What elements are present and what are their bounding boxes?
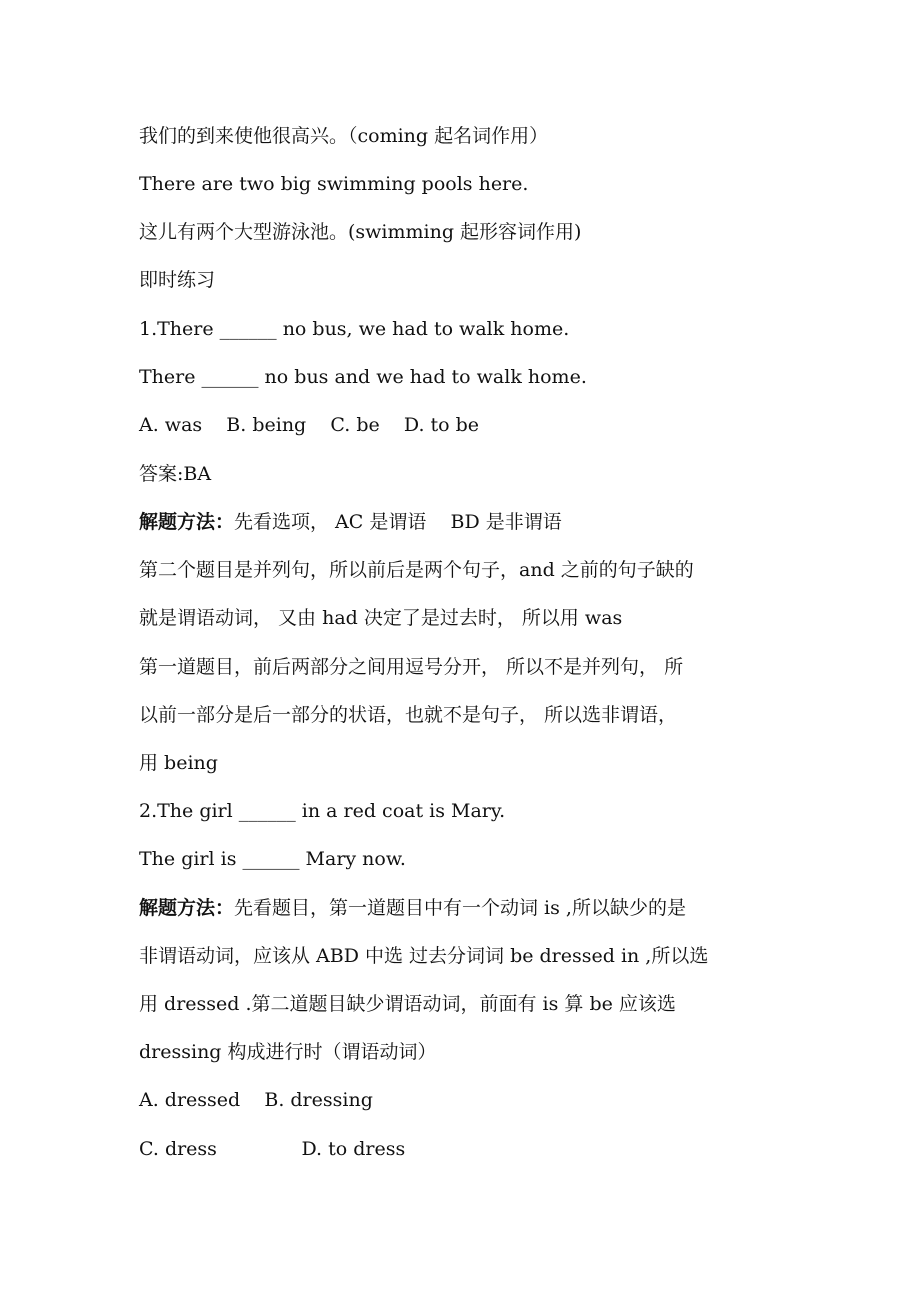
question-1-sentence-a: 1.There ______ no bus, we had to walk home. [139, 318, 570, 340]
question-1-answer: 答案:BA [139, 463, 212, 485]
explanation-line: 用 being [139, 752, 218, 774]
explanation-line: dressing 构成进行时（谓语动词） [139, 1041, 437, 1063]
method-label: 解题方法： [139, 897, 235, 919]
explanation-line: 就是谓语动词， 又由 had 决定了是过去时， 所以用 was [139, 607, 623, 629]
method-text: 先看题目，第一道题目中有一个动词 is ,所以缺少的是 [234, 897, 686, 919]
section-heading-practice: 即时练习 [139, 269, 216, 291]
explanation-line: 非谓语动词，应该从 ABD 中选 过去分词词 be dressed in ,所以选 [139, 945, 709, 967]
method-label: 解题方法： [139, 511, 235, 533]
method-1 [139, 507, 562, 537]
question-1-sentence-b: There ______ no bus and we had to walk home. [139, 366, 587, 388]
explanation-line: 第一道题目，前后两部分之间用逗号分开， 所以不是并列句， 所 [139, 656, 684, 678]
example-translation-swimming: 这儿有两个大型游泳池。(swimming 起形容词作用) [139, 221, 582, 243]
question-2-sentence-b: The girl is ______ Mary now. [139, 848, 406, 870]
explanation-line: 以前一部分是后一部分的状语，也就不是句子， 所以选非谓语， [139, 704, 678, 726]
method-2 [139, 893, 686, 923]
question-1-options: A. was B. being C. be D. to be [139, 414, 480, 436]
example-sentence-swimming: There are two big swimming pools here. [139, 173, 529, 195]
method-text: 先看选项， AC 是谓语 BD 是非谓语 [234, 511, 562, 533]
question-2-options-ab: A. dressed B. dressing [139, 1089, 373, 1111]
explanation-line: 用 dressed .第二道题目缺少谓语动词，前面有 is 算 be 应该选 [139, 993, 676, 1015]
question-2-sentence-a: 2.The girl ______ in a red coat is Mary. [139, 800, 506, 822]
explanation-line: 第二个题目是并列句，所以前后是两个句子，and 之前的句子缺的 [139, 559, 694, 581]
question-2-options-cd: C. dress D. to dress [139, 1138, 406, 1160]
example-translation-coming: 我们的到来使他很高兴。（coming 起名词作用） [139, 125, 549, 147]
